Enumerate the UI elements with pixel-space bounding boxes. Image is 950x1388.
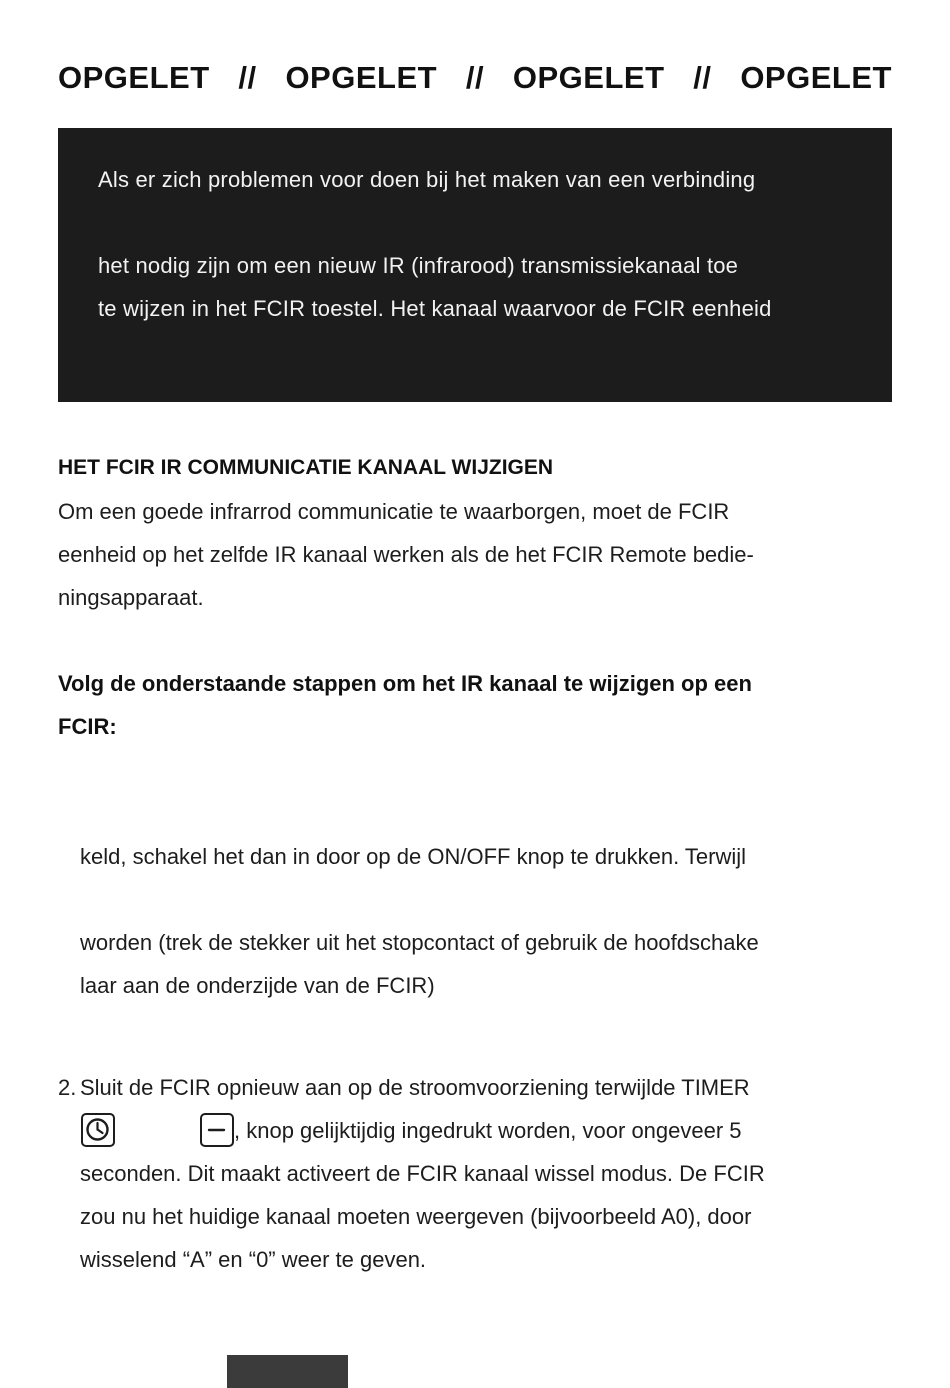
timer-clock-icon	[81, 1113, 115, 1147]
paragraph-line: eenheid op het zelfde IR kanaal werken als de het FCIR Remote bedie-	[58, 542, 754, 567]
warning-separator: //	[693, 60, 712, 95]
step-2-line: seconden. Dit maakt activeert de FCIR kanaal wissel modus. De FCIR	[80, 1161, 765, 1186]
instruction-line: Volg de onderstaande stappen om het IR kanaal te wijzigen op een	[58, 671, 752, 696]
notice-line: te wijzen in het FCIR toestel. Het kanaal waarvoor de FCIR eenheid	[98, 296, 772, 321]
step-2-line: wisselend “A” en “0” weer te geven.	[80, 1247, 427, 1272]
warning-separator: //	[465, 60, 485, 95]
step-2-line: zou nu het huidige kanaal moeten weergeven (bijvoorbeeld A0), door	[80, 1204, 752, 1229]
warning-separator: //	[238, 60, 257, 95]
instruction-line: FCIR:	[58, 714, 117, 739]
step-2-number: 2.	[58, 1075, 77, 1100]
warning-word: OPGELET	[512, 60, 665, 95]
paragraph-line: Om een goede infrarrod communicatie te waarborgen, moet de FCIR	[58, 499, 730, 524]
step-1-line: keld, schakel het dan in door op de ON/OFF knop te drukken. Terwijl	[80, 844, 747, 869]
notice-box	[58, 128, 892, 402]
warning-banner	[58, 58, 892, 98]
section-heading: HET FCIR IR COMMUNICATIE KANAAL WIJZIGEN	[58, 456, 554, 479]
paragraph-line: ningsapparaat.	[58, 585, 204, 610]
step-2-line: Sluit de FCIR opnieuw aan op de stroomvoorziening terwijlde TIMER	[80, 1075, 750, 1100]
notice-line: Als er zich problemen voor doen bij het maken van een verbinding	[98, 167, 756, 192]
minus-key-icon	[200, 1113, 234, 1147]
notice-line: het nodig zijn om een nieuw IR (infrarood) transmissiekanaal toe	[98, 253, 739, 278]
step-1-line: worden (trek de stekker uit het stopcontact of gebruik de hoofdschake	[80, 930, 759, 955]
step-1-line: laar aan de onderzijde van de FCIR)	[80, 973, 435, 998]
step-2-line: , knop gelijktijdig ingedrukt worden, voor ongeveer 5	[234, 1118, 742, 1143]
page-footer-bar	[227, 1355, 348, 1388]
warning-word: OPGELET	[285, 60, 438, 95]
warning-word: OPGELET	[58, 60, 210, 95]
warning-word: OPGELET	[740, 60, 892, 95]
